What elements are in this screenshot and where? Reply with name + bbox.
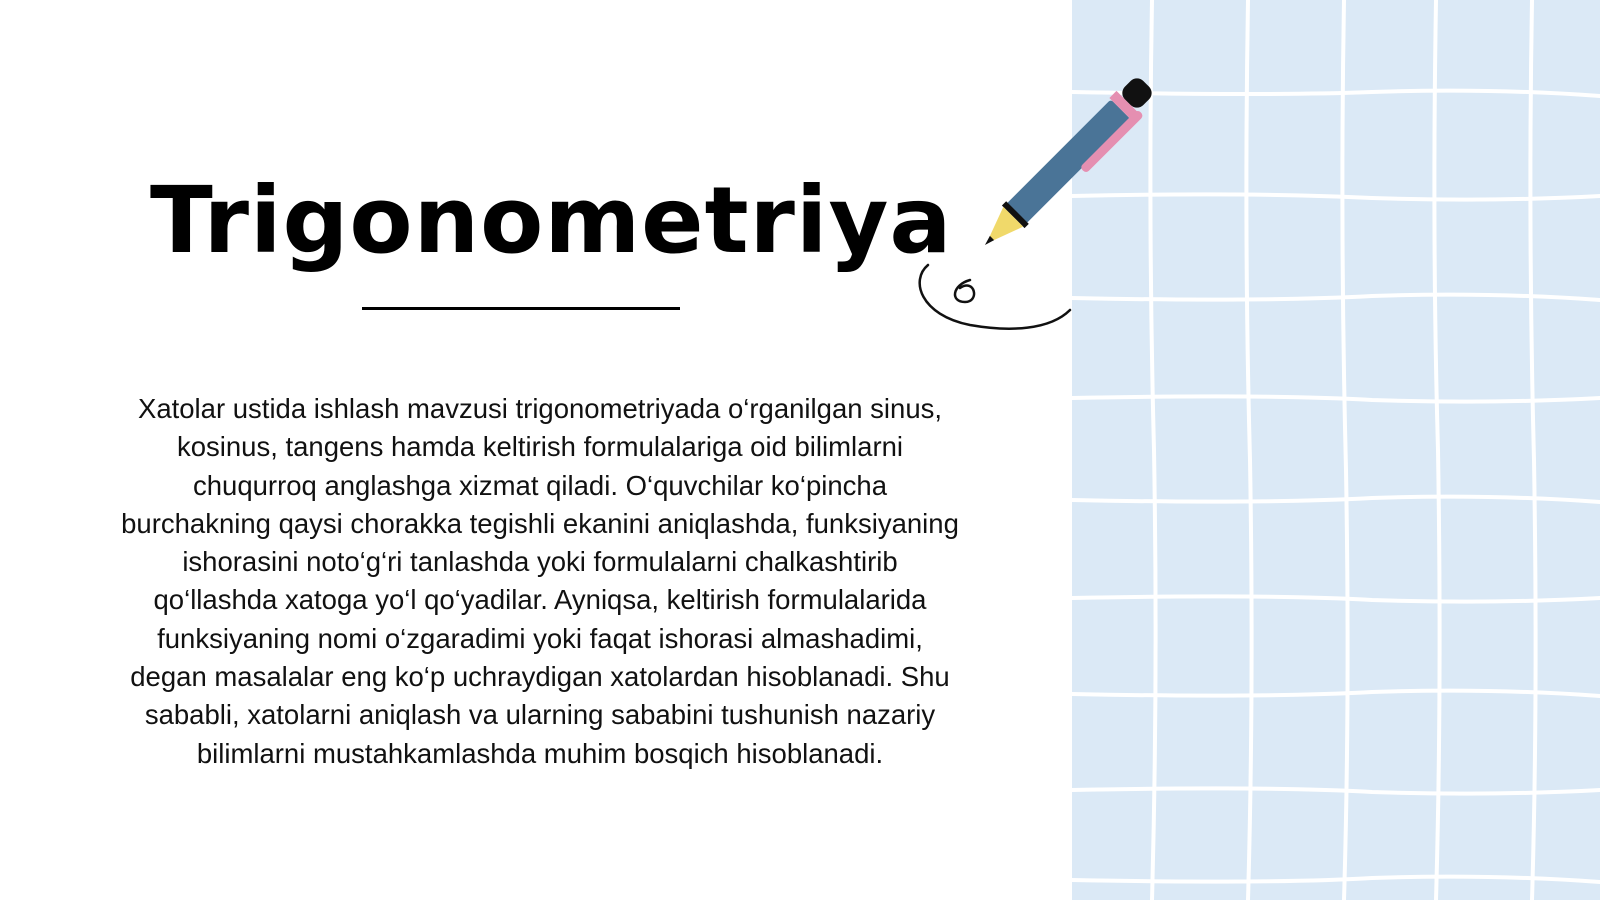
slide-title: Trigonometriya (150, 167, 953, 274)
pen-scribble-loop (955, 280, 974, 302)
title-underline (362, 307, 680, 310)
pen-body (1005, 99, 1131, 225)
body-paragraph: Xatolar ustida ishlash mavzusi trigonometriyada o‘rganilgan sinus, kosinus, tangens hamda keltirish formulalariga oid bilimlarni chuqurroq anglashga xizmat qiladi. O‘quvchilar ko‘pincha burchakning qaysi chorakka tegishli ekanini aniqlashda, funksiyaning ishorasini noto‘g‘ri tanlashda yoki formulalarni chalkashtirib qo‘llashda xatoga yo‘l qo‘yadilar. Ayniqsa, keltirish formulalarida funksiyaning nomi o‘zgaradimi yoki faqat ishorasi almashadimi, degan masalalar eng ko‘p uchraydigan xatolardan hisoblanadi. Shu sababli, xatolarni aniqlash va ularning sababini tushunish nazariy bilimlarni mustahkamlashda muhim bosqich hisoblanadi. (121, 393, 959, 769)
pen-scribble-line (920, 265, 1070, 329)
